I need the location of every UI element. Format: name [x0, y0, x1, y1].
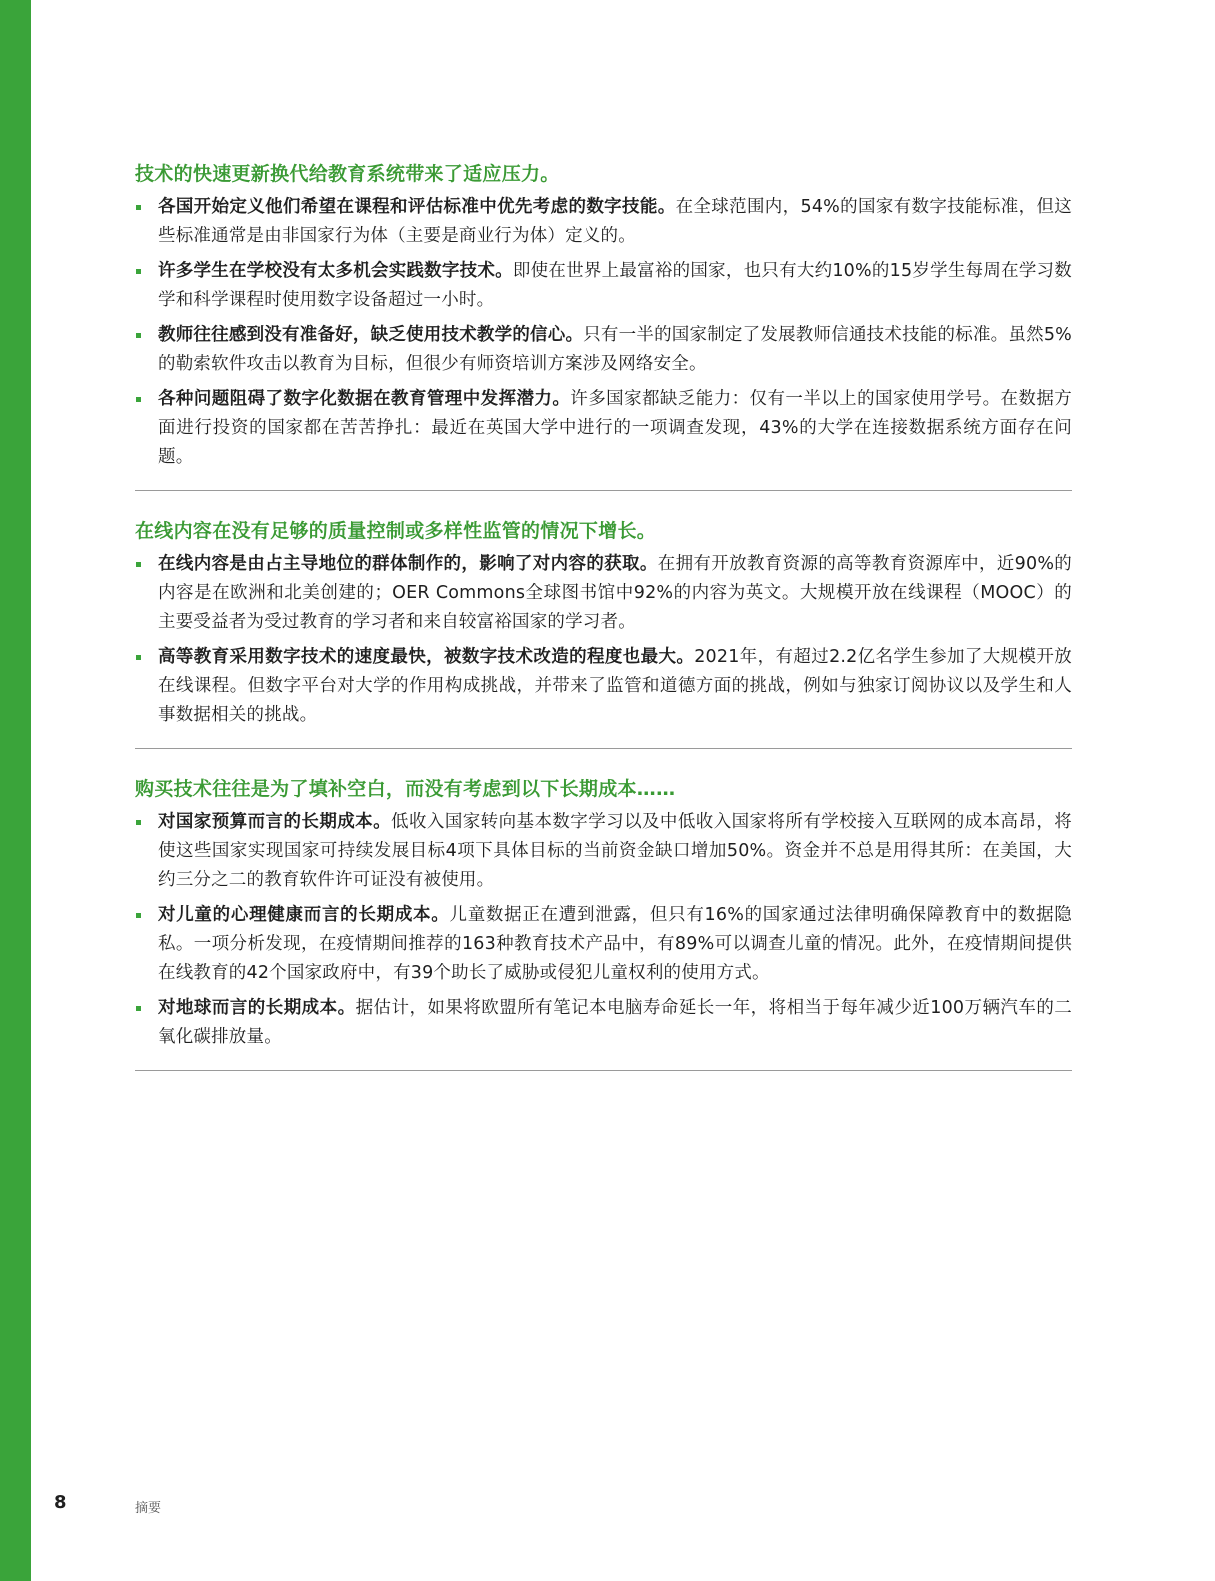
item-body: 在拥有开放教育资源的高等教育资源库中，近90%的内容是在欧洲和北美创建的；OER Commons全球图书馆中92%的内容为英文。大规模开放在线课程（MOOC）的主要受益者为受过教育的学习者和来自较富裕国家的学习者。 [158, 554, 1072, 632]
list-item [135, 550, 1072, 637]
item-body: 儿童数据正在遭到泄露，但只有16%的国家通过法律明确保障教育中的数据隐私。一项分析发现，在疫情期间推荐的163种教育技术产品中，有89%可以调查儿童的情况。此外，在疫情期间提供在线教育的42个国家政府中，有39个助长了威胁或侵犯儿童权利的使用方式。 [158, 905, 1072, 983]
bullet-icon [136, 655, 141, 660]
bullet-icon [136, 205, 141, 210]
bullet-icon [136, 397, 141, 402]
item-body: 许多国家都缺乏能力：仅有一半以上的国家使用学号。在数据方面进行投资的国家都在苦苦挣扎：最近在英国大学中进行的一项调查发现，43%的大学在连接数据系统方面存在问题。 [158, 389, 1072, 467]
item-body: 只有一半的国家制定了发展教师信通技术技能的标准。虽然5%的勒索软件攻击以教育为目标，但很少有师资培训方案涉及网络安全。 [158, 325, 1072, 374]
item-body: 2021年，有超过2.2亿名学生参加了大规模开放在线课程。但数字平台对大学的作用构成挑战，并带来了监管和道德方面的挑战，例如与独家订阅协议以及学生和人事数据相关的挑战。 [158, 647, 1072, 725]
list-item [135, 257, 1072, 315]
page-content [135, 160, 1072, 1097]
item-lead: 许多学生在学校没有太多机会实践数字技术。 [158, 261, 513, 281]
bullet-list [135, 193, 1072, 472]
item-lead: 对国家预算而言的长期成本。 [158, 812, 392, 832]
bullet-icon [136, 562, 141, 567]
list-item [135, 193, 1072, 251]
footer-section-label: 摘要 [135, 1501, 162, 1516]
bullet-icon [136, 913, 141, 918]
bullet-list [135, 550, 1072, 730]
list-item [135, 643, 1072, 730]
green-side-bar [0, 0, 31, 1581]
bullet-icon [136, 333, 141, 338]
page-number: 8 [54, 1492, 67, 1513]
section-title: 购买技术往往是为了填补空白，而没有考虑到以下长期成本…… [135, 778, 676, 800]
section-title: 技术的快速更新换代给教育系统带来了适应压力。 [135, 163, 560, 185]
item-lead: 教师往往感到没有准备好，缺乏使用技术教学的信心。 [158, 325, 584, 345]
item-body: 在全球范围内，54%的国家有数字技能标准，但这些标准通常是由非国家行为体（主要是商业行为体）定义的。 [158, 197, 1072, 246]
bullet-list [135, 808, 1072, 1052]
item-lead: 对地球而言的长期成本。 [158, 998, 356, 1018]
item-lead: 在线内容是由占主导地位的群体制作的，影响了对内容的获取。 [158, 554, 658, 574]
item-body: 即使在世界上最富裕的国家，也只有大约10%的15岁学生每周在学习数学和科学课程时使用数字设备超过一小时。 [158, 261, 1073, 310]
bullet-icon [136, 1006, 141, 1011]
item-body: 低收入国家转向基本数字学习以及中低收入国家将所有学校接入互联网的成本高昂，将使这些国家实现国家可持续发展目标4项下具体目标的当前资金缺口增加50%。资金并不总是用得其所：在美国，大约三分之二的教育软件许可证没有被使用。 [158, 812, 1072, 890]
list-item [135, 994, 1072, 1052]
list-item [135, 385, 1072, 472]
bullet-icon [136, 269, 141, 274]
list-item [135, 321, 1072, 379]
item-lead: 各种问题阻碍了数字化数据在教育管理中发挥潜力。 [158, 389, 571, 409]
section-title: 在线内容在没有足够的质量控制或多样性监管的情况下增长。 [135, 520, 657, 542]
list-item [135, 808, 1072, 895]
section-long-term-costs [135, 775, 1072, 1071]
item-lead: 各国开始定义他们希望在课程和评估标准中优先考虑的数字技能。 [158, 197, 676, 217]
section-online-content [135, 517, 1072, 749]
item-body: 据估计，如果将欧盟所有笔记本电脑寿命延长一年，将相当于每年减少近100万辆汽车的二氧化碳排放量。 [158, 998, 1073, 1047]
item-lead: 对儿童的心理健康而言的长期成本。 [158, 905, 450, 925]
bullet-icon [136, 820, 141, 825]
list-item [135, 901, 1072, 988]
section-adaptation-pressure [135, 160, 1072, 491]
item-lead: 高等教育采用数字技术的速度最快，被数字技术改造的程度也最大。 [158, 647, 695, 667]
